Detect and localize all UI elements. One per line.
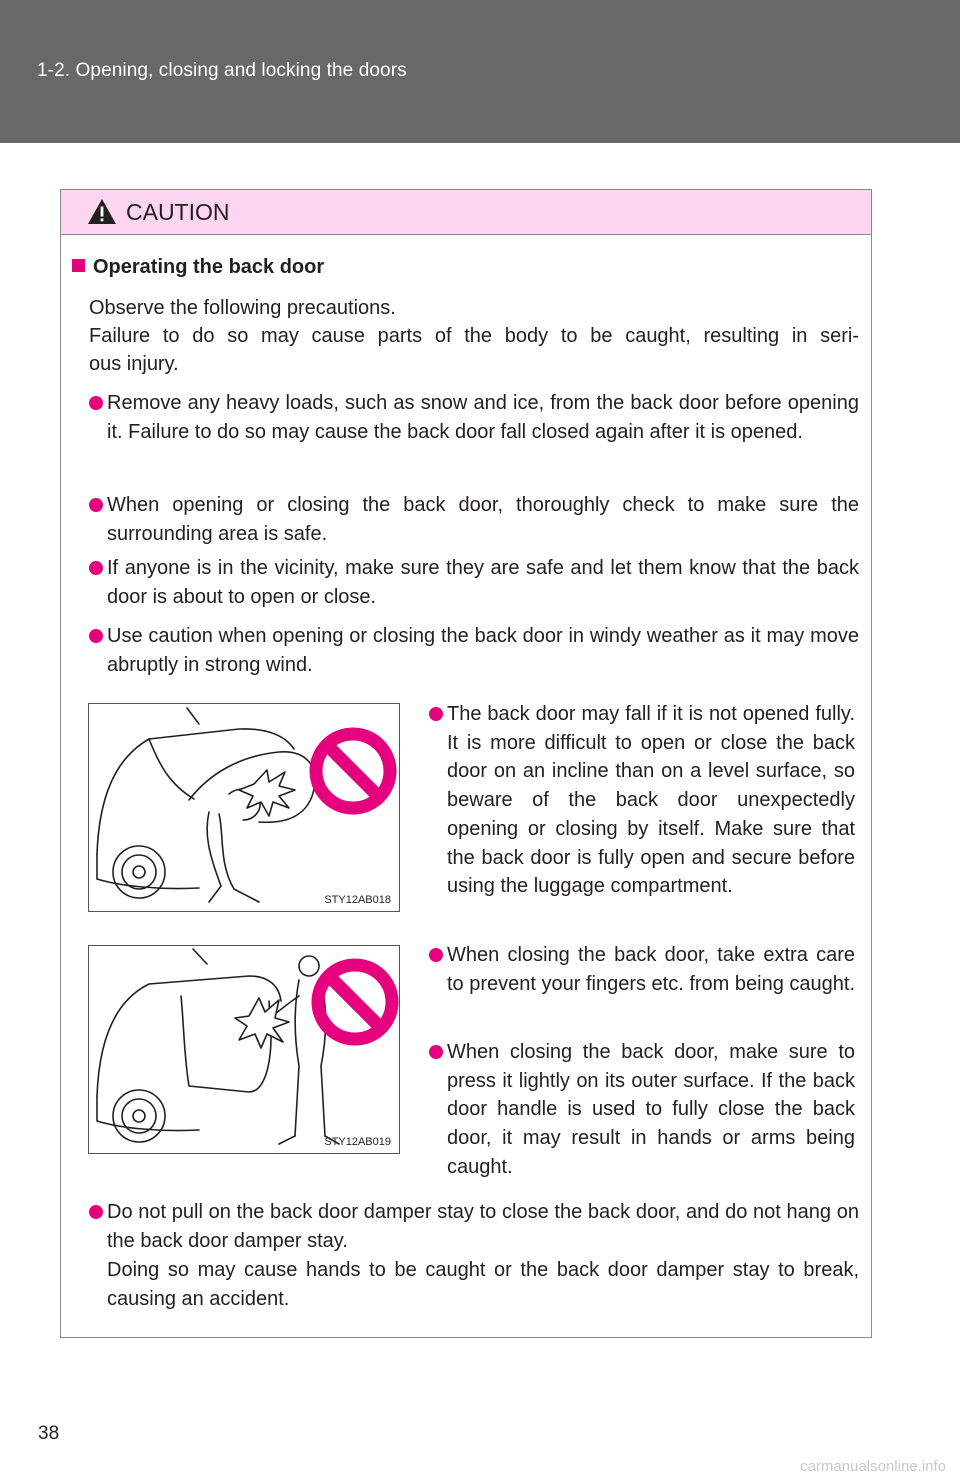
figure-code: STY12AB019: [324, 1136, 391, 1148]
prohibited-icon: [89, 704, 400, 912]
intro-line-2b: ous injury.: [89, 353, 179, 375]
watermark: carmanualsonline.info: [800, 1458, 946, 1475]
caution-header: [61, 190, 871, 235]
bullet-dot-icon: [429, 707, 443, 721]
illustration-open-door: [88, 703, 400, 912]
bullet-dot-icon: [429, 1045, 443, 1059]
list-item: When closing the back door, make sure to press it lightly on its outer surface. If the back door handle is used to fully close the back door, it may result in hands or arms being caught.: [447, 1038, 855, 1182]
section-heading: Operating the back door: [72, 256, 324, 279]
list-item: When closing the back door, take extra care to prevent your fingers etc. from being caught.: [447, 941, 855, 998]
intro-line-2a: Failure to do so may cause parts of the body to be caught, resulting in seri-: [89, 325, 859, 347]
bullet-dot-icon: [429, 948, 443, 962]
list-item: Do not pull on the back door damper stay to close the back door, and do not hang on the back door damper stay.: [107, 1198, 859, 1256]
list-item: When opening or closing the back door, thoroughly check to make sure the surrounding area is safe.: [107, 491, 859, 549]
figure-code: STY12AB018: [324, 894, 391, 906]
intro-line-1: Observe the following precautions.: [89, 297, 396, 319]
list-item-continuation: Doing so may cause hands to be caught or the back door damper stay to break, causing an accident.: [107, 1259, 859, 1310]
bullet-dot-icon: [89, 561, 103, 575]
header-band: [0, 0, 960, 143]
bullet-dot-icon: [89, 629, 103, 643]
caution-title: CAUTION: [126, 199, 230, 225]
list-item: If anyone is in the vicinity, make sure they are safe and let them know that the back door is about to open or close.: [107, 554, 859, 612]
square-bullet-icon: [72, 259, 85, 272]
warning-icon: [87, 198, 117, 225]
illustration-close-door: [88, 945, 400, 1154]
list-item: The back door may fall if it is not opened fully. It is more difficult to open or close the back door on an incline than on a level surface, so beware of the back door unexpectedly opening or closing by itself. Make sure that the back door is fully open and secure before using the luggage compartment.: [447, 700, 855, 901]
bullet-dot-icon: [89, 498, 103, 512]
bullet-dot-icon: [89, 1205, 103, 1219]
list-item: Remove any heavy loads, such as snow and ice, from the back door before opening it. Failure to do so may cause the back door fall closed again after it is opened.: [107, 389, 859, 447]
prohibited-icon: [89, 946, 400, 1154]
list-item: Use caution when opening or closing the back door in windy weather as it may move abruptly in strong wind.: [107, 622, 859, 680]
caution-box: [60, 189, 872, 1338]
page-number: 38: [38, 1423, 60, 1444]
bullet-dot-icon: [89, 396, 103, 410]
section-title: 1-2. Opening, closing and locking the doors: [37, 60, 407, 81]
